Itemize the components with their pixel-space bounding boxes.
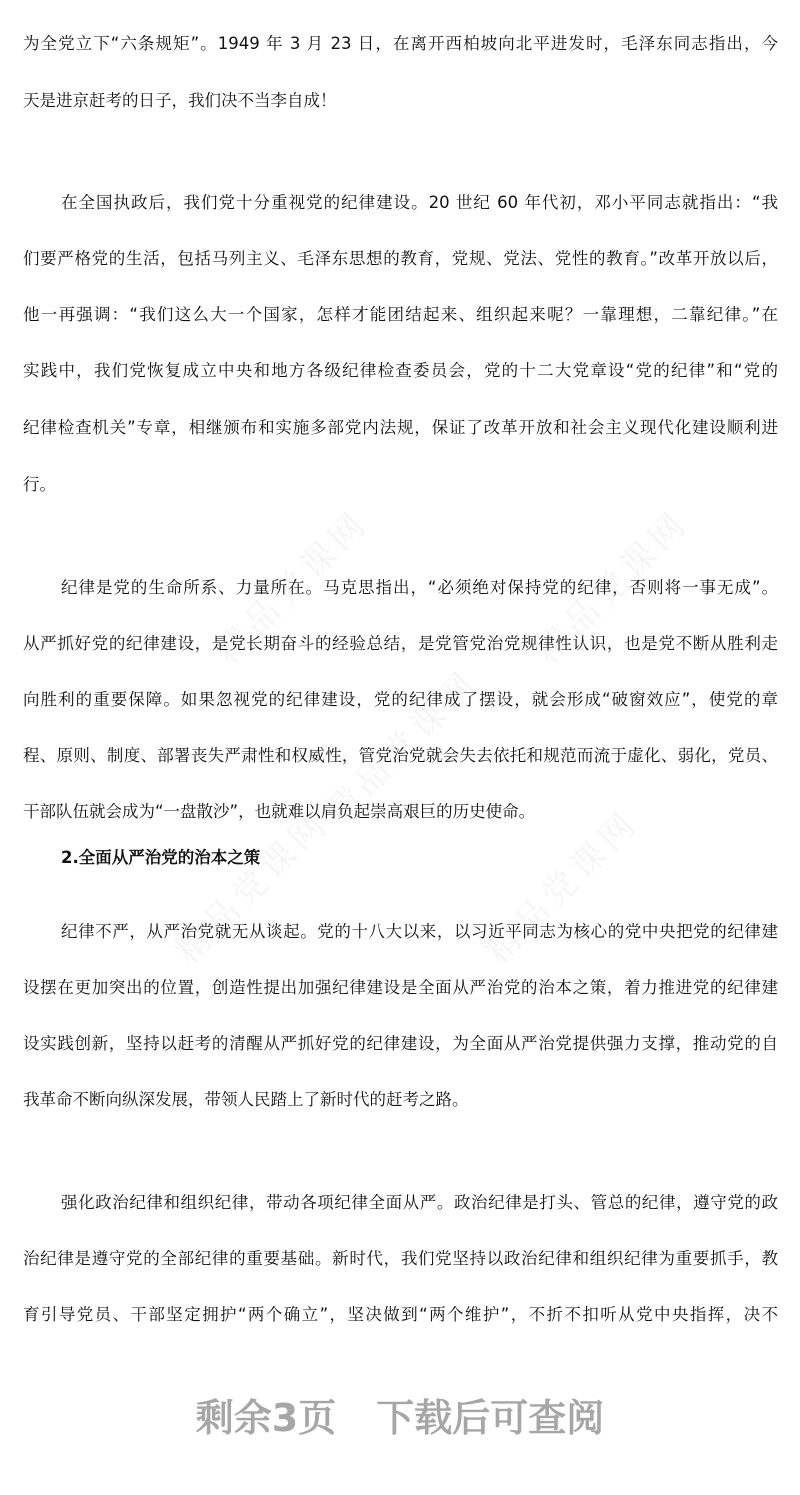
download-to-view-label[interactable]: 下载后可查阅 — [376, 1396, 605, 1440]
paragraph-line: 为全党立下“六条规矩”。1949 年 3 月 23 日，在离开西柏坡向北平进发时，毛泽东同志指出，今 — [23, 34, 778, 53]
paragraph-line: 治纪律是遵守党的全部纪律的重要基础。新时代，我们党坚持以政治纪律和组织纪律为重要抓手，教 — [23, 1249, 778, 1268]
paragraph-line: 在全国执政后，我们党十分重视党的纪律建设。20 世纪 60 年代初，邓小平同志就指出：“我 — [61, 193, 778, 212]
section-heading: 2.全面从严治党的治本之策 — [61, 848, 261, 867]
paragraph-line: 纪律是党的生命所系、力量所在。马克思指出，“必须绝对保持党的纪律，否则将一事无成”。 — [61, 578, 778, 597]
paragraph-line: 纪律不严，从严治党就无从谈起。党的十八大以来，以习近平同志为核心的党中央把党的纪律建 — [61, 922, 778, 941]
paragraph-line: 天是进京赶考的日子，我们决不当李自成！ — [23, 91, 337, 110]
paragraph-line: 强化政治纪律和组织纪律，带动各项纪律全面从严。政治纪律是打头、管总的纪律，遵守党的政 — [61, 1193, 778, 1212]
paragraph-line: 向胜利的重要保障。如果忽视党的纪律建设，党的纪律成了摆设，就会形成“破窗效应”，使党的章 — [23, 690, 778, 709]
paragraph-line: 干部队伍就会成为“一盘散沙”，也就难以肩负起崇高艰巨的历史使命。 — [23, 802, 536, 821]
paragraph-line: 他一再强调：“我们这么大一个国家，怎样才能团结起来、组织起来呢？一靠理想，二靠纪律。”在 — [23, 305, 778, 324]
download-prompt[interactable] — [0, 1393, 800, 1443]
paragraph-line: 实践中，我们党恢复成立中央和地方各级纪律检查委员会，党的十二大党章设“党的纪律”和“党的 — [23, 361, 778, 380]
remaining-pages-label: 剩余3页 — [195, 1396, 337, 1440]
paragraph-line: 行。 — [23, 475, 56, 494]
paragraph-line: 纪律检查机关”专章，相继颁布和实施多部党内法规，保证了改革开放和社会主义现代化建设顺利进 — [23, 418, 778, 437]
paragraph-line: 设摆在更加突出的位置，创造性提出加强纪律建设是全面从严治党的治本之策，着力推进党的纪律建 — [23, 978, 778, 997]
paragraph-line: 从严抓好党的纪律建设，是党长期奋斗的经验总结，是党管党治党规律性认识，也是党不断从胜利走 — [23, 634, 778, 653]
paragraph-line: 们要严格党的生活，包括马列主义、毛泽东思想的教育，党规、党法、党性的教育。”改革开放以后， — [23, 249, 778, 268]
paragraph-line: 程、原则、制度、部署丧失严肃性和权威性，管党治党就会失去依托和规范而流于虚化、弱化，党员、 — [23, 746, 778, 765]
paragraph-line: 育引导党员、干部坚定拥护“两个确立”，坚决做到“两个维护”，不折不扣听从党中央指挥，决不 — [23, 1305, 778, 1324]
paragraph-line: 我革命不断向纵深发展，带领人民踏上了新时代的赶考之路。 — [23, 1090, 469, 1109]
paragraph-line: 设实践创新，坚持以赶考的清醒从严抓好党的纪律建设，为全面从严治党提供强力支撑，推动党的自 — [23, 1034, 778, 1053]
